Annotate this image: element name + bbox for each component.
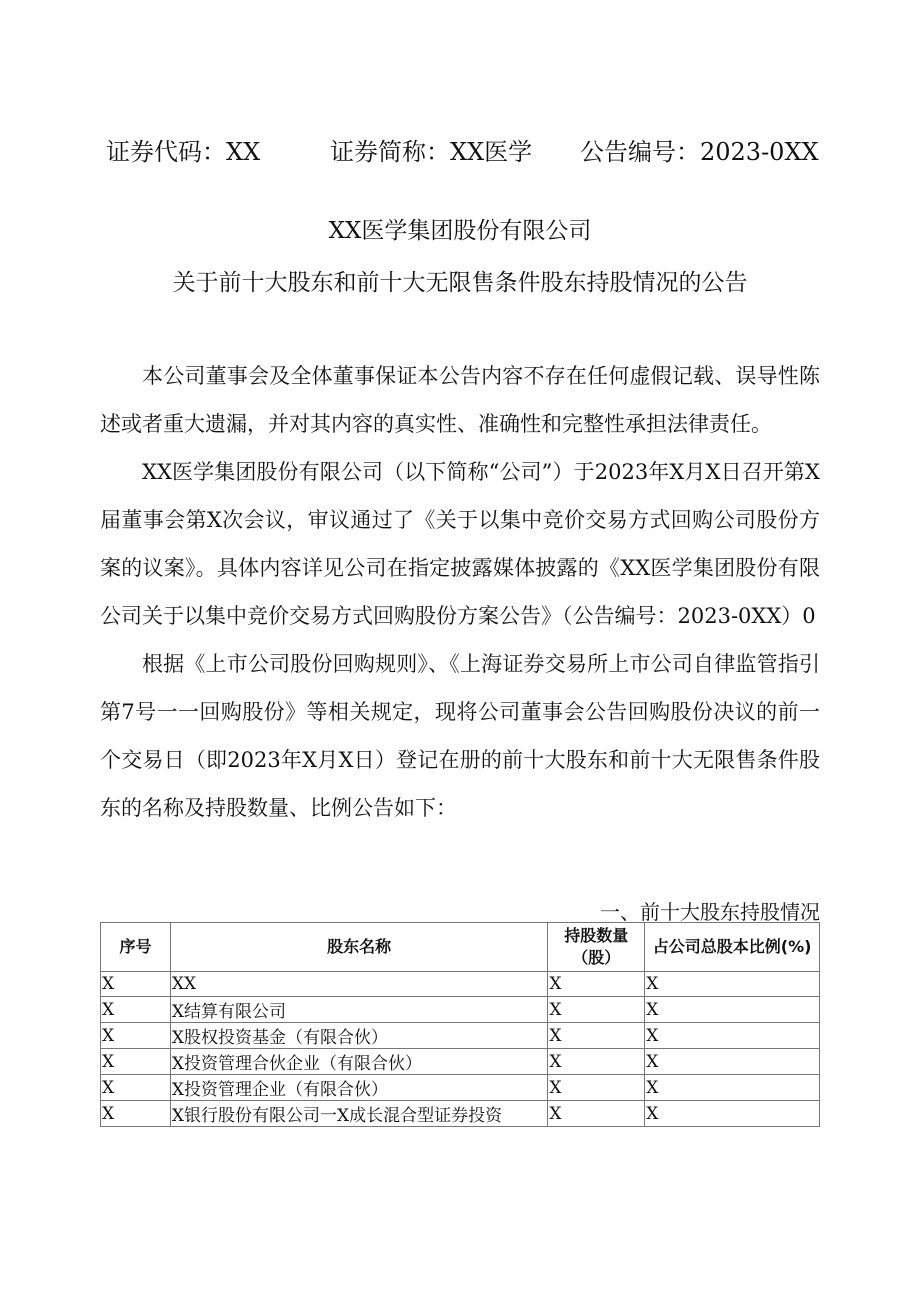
cell-index: X <box>101 1101 171 1127</box>
cell-name: X投资管理企业（有限合伙） <box>170 1075 547 1101</box>
cell-index: X <box>101 1075 171 1101</box>
cell-name: X银行股份有限公司一X成长混合型证券投资 <box>170 1101 547 1127</box>
security-short-name: 证券简称：XX医学 <box>330 138 533 166</box>
cell-ratio: X <box>645 1023 820 1049</box>
cell-ratio: X <box>645 1101 820 1127</box>
header-shares: 持股数量（股） <box>548 923 645 972</box>
table-header-row <box>101 923 820 972</box>
table-row <box>101 1023 820 1049</box>
cell-name: X结算有限公司 <box>170 997 547 1023</box>
cell-index: X <box>101 997 171 1023</box>
cell-shares: X <box>548 1101 645 1127</box>
cell-index: X <box>101 1023 171 1049</box>
cell-shares: X <box>548 1023 645 1049</box>
cell-shares: X <box>548 1049 645 1075</box>
company-title: XX医学集团股份有限公司 <box>328 218 592 244</box>
table-row <box>101 997 820 1023</box>
cell-name: XX <box>170 972 547 997</box>
paragraph: 本公司董事会及全体董事保证本公告内容不存在任何虚假记载、误导性陈述或者重大遗漏，并对其内容的真实性、准确性和完整性承担法律责任。 <box>100 364 820 436</box>
header-name: 股东名称 <box>170 923 547 972</box>
cell-ratio: X <box>645 1075 820 1101</box>
shareholder-table <box>100 922 820 1127</box>
header-ratio: 占公司总股本比例(%) <box>645 923 820 972</box>
notice-body <box>100 352 820 832</box>
security-code: 证券代码：XX <box>106 138 261 166</box>
cell-index: X <box>101 972 171 997</box>
cell-index: X <box>101 1049 171 1075</box>
cell-shares: X <box>548 997 645 1023</box>
cell-name: X投资管理合伙企业（有限合伙） <box>170 1049 547 1075</box>
paragraph: XX医学集团股份有限公司（以下简称“公司”）于2023年X月X日召开第X届董事会第X次会议，审议通过了《关于以集中竞价交易方式回购公司股份方案的议案》。具体内容详见公司在指定披露媒体披露的《XX医学集团股份有限公司关于以集中竞价交易方式回购股份方案公告》（公告编号：2023-0XX）0 <box>100 460 820 628</box>
cell-shares: X <box>548 972 645 997</box>
notice-title: 关于前十大股东和前十大无限售条件股东持股情况的公告 <box>172 270 748 296</box>
table-row <box>101 972 820 997</box>
table-row <box>101 1075 820 1101</box>
cell-ratio: X <box>645 997 820 1023</box>
cell-ratio: X <box>645 1049 820 1075</box>
table-row <box>101 1049 820 1075</box>
cell-ratio: X <box>645 972 820 997</box>
cell-shares: X <box>548 1075 645 1101</box>
table-row <box>101 1101 820 1127</box>
table-caption: 一、前十大股东持股情况 <box>600 900 820 924</box>
cell-name: X股权投资基金（有限合伙） <box>170 1023 547 1049</box>
paragraph: 根据《上市公司股份回购规则》、《上海证券交易所上市公司自律监管指引第7号一一回购股份》等相关规定，现将公司董事会公告回购股份决议的前一个交易日（即2023年X月X日）登记在册的前十大股东和前十大无限售条件股东的名称及持股数量、比例公告如下： <box>100 652 820 820</box>
header-index: 序号 <box>101 923 171 972</box>
notice-number: 公告编号：2023-0XX <box>580 138 819 166</box>
